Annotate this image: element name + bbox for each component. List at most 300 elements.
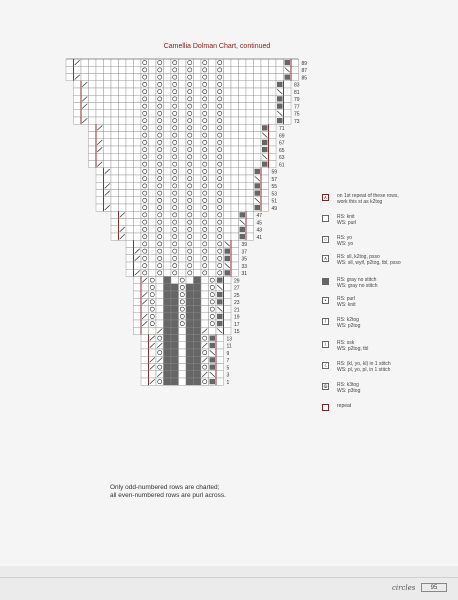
chart-cell: [164, 356, 172, 363]
legend-line: WS: p2tog, tbl: [337, 346, 369, 352]
chart-cell: [179, 349, 187, 356]
footer-magazine-name: circles: [392, 584, 416, 592]
chart-cell: [201, 320, 209, 327]
chart-cell: [201, 117, 209, 124]
chart-cell: [164, 248, 172, 255]
chart-cell: [126, 161, 134, 168]
chart-cell: [246, 233, 254, 240]
chart-cell: [231, 132, 239, 139]
legend-label: [337, 361, 455, 373]
chart-cell: [104, 103, 112, 110]
chart-cell: [209, 219, 217, 226]
chart-cell: [171, 306, 179, 313]
chart-cell: [201, 204, 209, 211]
legend-label: [337, 340, 455, 352]
chart-cell: [246, 74, 254, 81]
row-label: 13: [226, 336, 233, 343]
chart-cell: [186, 298, 194, 305]
chart-cell: [209, 59, 217, 66]
chart-cell: [149, 226, 157, 233]
chart-cell: [201, 262, 209, 269]
legend-label: [337, 317, 455, 329]
chart-cell: [194, 269, 202, 276]
chart-cell: [179, 161, 187, 168]
chart-cell: [111, 95, 119, 102]
legend-line: WS: pl, yo, pl, in 1 stitch: [337, 367, 391, 373]
chart-cell: [179, 320, 187, 327]
chart-cell: [149, 284, 157, 291]
chart-cell: [104, 117, 112, 124]
chart-cell: [231, 240, 239, 247]
chart-cell: [231, 219, 239, 226]
row-label: 23: [234, 300, 240, 307]
chart-cell: [269, 139, 277, 146]
chart-cell: [186, 81, 194, 88]
chart-cell: [224, 190, 232, 197]
chart-cell: [156, 190, 164, 197]
chart-cell: [134, 103, 142, 110]
chart-cell: [179, 146, 187, 153]
chart-cell: [164, 219, 172, 226]
row-label: 85: [301, 75, 308, 82]
chart-cell: [216, 356, 224, 363]
chart-cell: [156, 168, 164, 175]
chart-cell: [156, 335, 164, 342]
chart-cell: [254, 66, 262, 73]
chart-cell: [126, 59, 134, 66]
no-stitch-mark: [210, 336, 216, 341]
chart-cell: [179, 95, 187, 102]
row-label: 41: [256, 234, 263, 241]
no-stitch-mark: [240, 234, 246, 239]
chart-cell: [111, 59, 119, 66]
chart-cell: [149, 175, 157, 182]
chart-cell: [141, 117, 149, 124]
chart-cell: [149, 117, 157, 124]
chart-cell: [186, 378, 194, 385]
chart-cell: [231, 197, 239, 204]
chart-cell: [134, 175, 142, 182]
chart-cell: [186, 291, 194, 298]
chart-cell: [171, 103, 179, 110]
chart-cell: [194, 161, 202, 168]
chart-cell: [284, 88, 292, 95]
chart-cell: [186, 197, 194, 204]
no-stitch-mark: [285, 75, 291, 80]
row-label: 59: [271, 169, 278, 176]
chart-cell: [164, 211, 172, 218]
chart-cell: [171, 95, 179, 102]
chart-cell: [134, 190, 142, 197]
chart-cell: [149, 269, 157, 276]
chart-cell: [179, 103, 187, 110]
chart-cell: [164, 74, 172, 81]
chart-cell: [179, 81, 187, 88]
chart-cell: [261, 110, 269, 117]
chart-cell: [194, 59, 202, 66]
chart-cell: [66, 74, 74, 81]
chart-cell: [164, 175, 172, 182]
chart-cell: [224, 320, 232, 327]
chart-cell: [149, 327, 157, 334]
chart-cell: [224, 298, 232, 305]
row-label: 25: [234, 292, 240, 299]
chart-cell: [74, 81, 82, 88]
chart-cell: [231, 103, 239, 110]
chart-cell: [89, 59, 97, 66]
chart-cell: [179, 327, 187, 334]
legend-line: WS: p3tog: [337, 388, 361, 394]
chart-cell: [141, 233, 149, 240]
chart-cell: [156, 117, 164, 124]
chart-cell: [291, 59, 299, 66]
row-label: 3: [226, 372, 230, 379]
chart-cell: [111, 219, 119, 226]
chart-cell: [134, 327, 142, 334]
chart-cell: [149, 95, 157, 102]
chart-cell: [291, 66, 299, 73]
chart-cell: [216, 240, 224, 247]
chart-cell: [164, 110, 172, 117]
chart-cell: [201, 175, 209, 182]
chart-cell: [119, 59, 127, 66]
chart-cell: [171, 66, 179, 73]
purl-icon: •: [322, 297, 329, 304]
chart-cell: [231, 161, 239, 168]
chart-cell: [164, 349, 172, 356]
chart-cell: [171, 110, 179, 117]
chart-cell: [224, 284, 232, 291]
chart-cell: [209, 74, 217, 81]
chart-cell: [156, 197, 164, 204]
chart-cell: [224, 175, 232, 182]
chart-cell: [156, 284, 164, 291]
no-stitch-mark: [277, 96, 283, 101]
chart-cell: [224, 103, 232, 110]
chart-cell: [119, 197, 127, 204]
chart-cell: [134, 110, 142, 117]
chart-cell: [194, 306, 202, 313]
chart-cell: [119, 161, 127, 168]
chart-cell: [194, 277, 202, 284]
chart-cell: [141, 139, 149, 146]
chart-cell: [224, 182, 232, 189]
chart-cell: [156, 219, 164, 226]
chart-cell: [216, 349, 224, 356]
chart-note: [110, 484, 280, 500]
chart-cell: [134, 240, 142, 247]
chart-cell: [201, 132, 209, 139]
chart-cell: [111, 117, 119, 124]
chart-cell: [201, 306, 209, 313]
chart-cell: [261, 59, 269, 66]
chart-cell: [164, 327, 172, 334]
chart-cell: [179, 168, 187, 175]
chart-cell: [111, 211, 119, 218]
chart-cell: [156, 59, 164, 66]
chart-cell: [104, 132, 112, 139]
chart-cell: [111, 233, 119, 240]
chart-cell: [216, 190, 224, 197]
chart-cell: [269, 59, 277, 66]
chart-cell: [104, 95, 112, 102]
chart-cell: [126, 81, 134, 88]
chart-cell: [216, 204, 224, 211]
chart-cell: [194, 378, 202, 385]
chart-cell: [194, 182, 202, 189]
chart-cell: [156, 81, 164, 88]
chart-cell: [261, 88, 269, 95]
repeat-icon: [322, 404, 329, 411]
chart-cell: [194, 81, 202, 88]
chart-cell: [134, 204, 142, 211]
chart-cell: [141, 248, 149, 255]
chart-cell: [171, 124, 179, 131]
chart-cell: [111, 66, 119, 73]
chart-cell: [164, 66, 172, 73]
chart-cell: [224, 66, 232, 73]
chart-cell: [156, 226, 164, 233]
chart-cell: [216, 342, 224, 349]
chart-cell: [186, 103, 194, 110]
chart-cell: [149, 124, 157, 131]
chart-cell: [179, 74, 187, 81]
chart-cell: [209, 153, 217, 160]
row-label: 79: [294, 97, 300, 104]
chart-cell: [186, 124, 194, 131]
chart-cell: [141, 364, 149, 371]
no-stitch-mark: [277, 118, 283, 123]
chart-cell: [194, 284, 202, 291]
chart-cell: [246, 103, 254, 110]
chart-cell: [111, 81, 119, 88]
chart-cell: [231, 262, 239, 269]
row-label: 77: [294, 104, 300, 111]
chart-cell: [194, 190, 202, 197]
chart-cell: [104, 110, 112, 117]
row-label: 83: [294, 82, 300, 89]
k3tog-icon: ⨸: [323, 384, 328, 390]
chart-cell: [246, 197, 254, 204]
chart-cell: [171, 146, 179, 153]
chart-cell: [134, 211, 142, 218]
chart-cell: [179, 306, 187, 313]
chart-cell: [246, 66, 254, 73]
chart-cell: [216, 182, 224, 189]
chart-cell: [246, 95, 254, 102]
chart-cell: [171, 175, 179, 182]
chart-cell: [126, 110, 134, 117]
row-label: 19: [234, 314, 240, 321]
chart-cell: [149, 291, 157, 298]
chart-cell: [156, 211, 164, 218]
chart-cell: [194, 226, 202, 233]
chart-cell: [164, 182, 172, 189]
chart-cell: [186, 327, 194, 334]
chart-cell: [171, 117, 179, 124]
chart-cell: [216, 81, 224, 88]
row-label: 53: [271, 191, 278, 198]
chart-cell: [209, 132, 217, 139]
chart-cell: [216, 59, 224, 66]
chart-cell: [149, 182, 157, 189]
chart-cell: [141, 269, 149, 276]
chart-cell: [111, 182, 119, 189]
row-label: 69: [279, 133, 285, 140]
chart-cell: [201, 182, 209, 189]
chart-cell: [216, 146, 224, 153]
chart-cell: [194, 204, 202, 211]
chart-cell: [134, 182, 142, 189]
chart-cell: [156, 74, 164, 81]
row-label: 21: [234, 307, 240, 314]
chart-cell: [209, 327, 217, 334]
chart-cell: [164, 313, 172, 320]
chart-cell: [194, 327, 202, 334]
chart-cell: [111, 175, 119, 182]
chart-cell: [209, 298, 217, 305]
chart-cell: [141, 182, 149, 189]
chart-cell: [171, 349, 179, 356]
chart-cell: [246, 219, 254, 226]
chart-cell: [194, 124, 202, 131]
chart-cell: [141, 74, 149, 81]
chart-cell: [186, 132, 194, 139]
chart-cell: [164, 320, 172, 327]
chart-cell: [164, 371, 172, 378]
chart-cell: [239, 175, 247, 182]
chart-cell: [194, 349, 202, 356]
chart-cell: [276, 66, 284, 73]
chart-cell: [96, 168, 104, 175]
chart-cell: [231, 95, 239, 102]
chart-grid: [66, 59, 307, 386]
chart-cell: [149, 240, 157, 247]
chart-cell: [231, 66, 239, 73]
row-label: 75: [294, 111, 300, 118]
chart-cell: [194, 298, 202, 305]
chart-cell: [164, 139, 172, 146]
chart-cell: [119, 110, 127, 117]
chart-cell: [179, 132, 187, 139]
chart-cell: [201, 233, 209, 240]
chart-cell: [156, 146, 164, 153]
chart-cell: [149, 233, 157, 240]
chart-cell: [89, 95, 97, 102]
chart-cell: [261, 175, 269, 182]
chart-cell: [171, 313, 179, 320]
chart-cell: [254, 88, 262, 95]
chart-cell: [149, 277, 157, 284]
no-stitch-mark: [210, 357, 216, 362]
chart-cell: [269, 81, 277, 88]
chart-cell: [119, 124, 127, 131]
chart-cell: [171, 291, 179, 298]
row-label: 5: [226, 365, 230, 372]
no-stitch-mark: [262, 147, 268, 152]
chart-cell: [186, 117, 194, 124]
chart-cell: [119, 103, 127, 110]
chart-cell: [269, 132, 277, 139]
chart-cell: [126, 153, 134, 160]
chart-cell: [164, 103, 172, 110]
chart-cell: [239, 103, 247, 110]
chart-cell: [239, 190, 247, 197]
chart-cell: [186, 168, 194, 175]
chart-cell: [119, 95, 127, 102]
chart-cell: [239, 74, 247, 81]
row-label: 81: [294, 89, 300, 96]
chart-cell: [126, 190, 134, 197]
chart-cell: [231, 117, 239, 124]
chart-cell: [111, 124, 119, 131]
chart-cell: [156, 124, 164, 131]
chart-cell: [179, 117, 187, 124]
chart-cell: [149, 204, 157, 211]
chart-cell: [284, 110, 292, 117]
chart-cell: [171, 248, 179, 255]
chart-cell: [194, 211, 202, 218]
chart-cell: [104, 161, 112, 168]
chart-cell: [224, 146, 232, 153]
chart-cell: [186, 74, 194, 81]
chart-cell: [74, 110, 82, 117]
chart-cell: [96, 103, 104, 110]
chart-cell: [201, 190, 209, 197]
chart-cell: [89, 110, 97, 117]
chart-cell: [156, 161, 164, 168]
chart-cell: [246, 139, 254, 146]
chart-cell: [209, 248, 217, 255]
chart-cell: [164, 298, 172, 305]
chart-cell: [126, 124, 134, 131]
chart-cell: [224, 59, 232, 66]
chart-cell: [224, 153, 232, 160]
chart-cell: [111, 110, 119, 117]
chart-cell: [149, 81, 157, 88]
chart-cell: [201, 168, 209, 175]
chart-cell: [149, 371, 157, 378]
chart-cell: [81, 88, 89, 95]
chart-cell: [171, 277, 179, 284]
chart-cell: [171, 88, 179, 95]
row-label: 45: [256, 220, 263, 227]
chart-cell: [179, 226, 187, 233]
chart-cell: [224, 88, 232, 95]
chart-cell: [134, 313, 142, 320]
chart-cell: [96, 117, 104, 124]
chart-cell: [261, 197, 269, 204]
chart-cell: [179, 233, 187, 240]
chart-cell: [186, 59, 194, 66]
no-stitch-mark: [217, 299, 223, 304]
chart-cell: [224, 139, 232, 146]
chart-cell: [126, 66, 134, 73]
chart-cell: [224, 124, 232, 131]
chart-cell: [186, 255, 194, 262]
chart-cell: [239, 146, 247, 153]
chart-cell: [89, 74, 97, 81]
chart-cell: [209, 211, 217, 218]
chart-cell: [89, 161, 97, 168]
chart-cell: [111, 88, 119, 95]
legend-label: [337, 277, 455, 289]
chart-cell: [209, 277, 217, 284]
chart-cell: [171, 182, 179, 189]
chart-cell: [164, 88, 172, 95]
chart-cell: [261, 204, 269, 211]
legend-line: RS: k2tog: [337, 317, 359, 323]
